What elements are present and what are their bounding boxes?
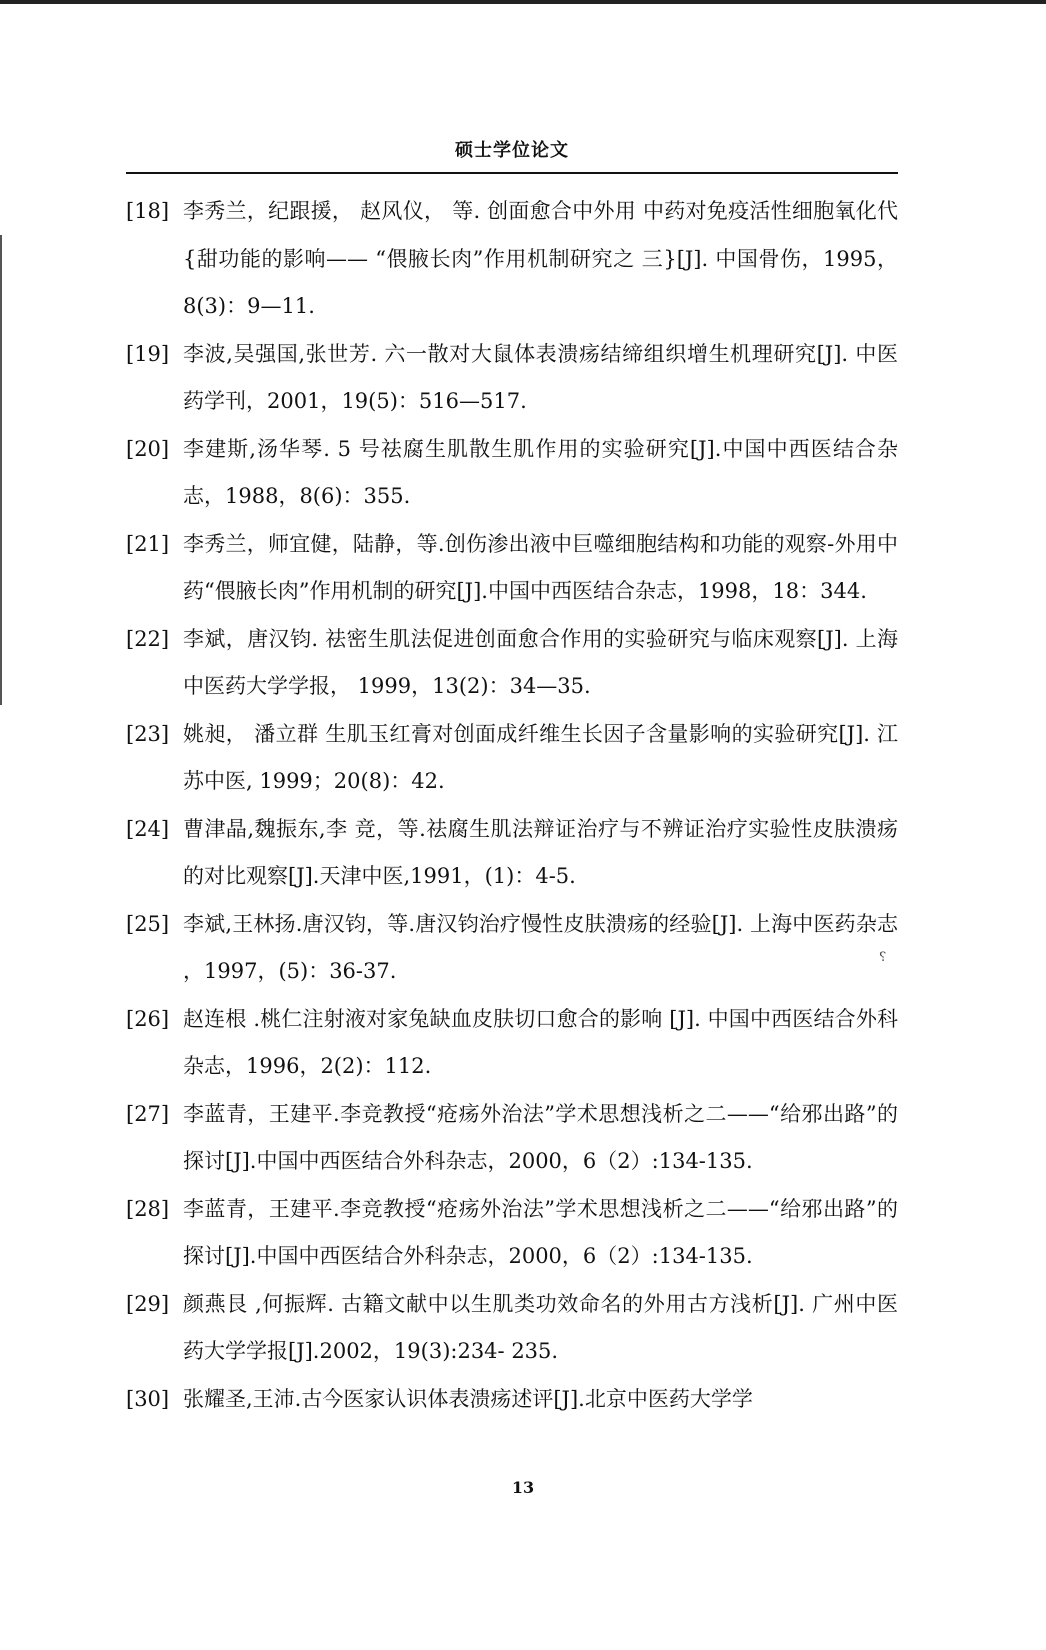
reference-number: [20] — [126, 436, 170, 461]
running-head-title: 硕士学位论文 — [455, 140, 569, 161]
reference-item — [126, 1281, 898, 1376]
scan-speck: ⸮ — [879, 950, 886, 965]
reference-item — [126, 901, 898, 996]
reference-number: [27] — [126, 1101, 170, 1126]
reference-number: [26] — [126, 1006, 170, 1031]
reference-text: 李秀兰，师宜健，陆静，等.创伤渗出液中巨噬细胞结构和功能的观察-外用中药“偎腋长肉”作用机制的研究[J].中国中西医结合杂志，1998，18：344. — [183, 531, 898, 603]
reference-item — [126, 616, 898, 711]
reference-text: 李蓝青，王建平.李竞教授“疮疡外治法”学术思想浅析之二——“给邪出路”的探讨[J].中国中西医结合外科杂志，2000，6（2）:134-135. — [183, 1196, 898, 1268]
reference-list — [126, 188, 898, 1423]
reference-text: 李斌,王林扬.唐汉钧，等.唐汉钧治疗慢性皮肤溃疡的经验[J]. 上海中医药杂志 ，1997，(5)：36-37. — [183, 911, 898, 983]
reference-item — [126, 188, 898, 331]
reference-number: [24] — [126, 816, 170, 841]
reference-number: [23] — [126, 721, 170, 746]
reference-text: 李波,吴强国,张世芳. 六一散对大鼠体表溃疡结缔组织增生机理研究[J]. 中医药学刊，2001，19(5)：516—517. — [183, 341, 898, 413]
reference-text: 赵连根 .桃仁注射液对家兔缺血皮肤切口愈合的影响 [J]. 中国中西医结合外科杂志，1996，2(2)：112. — [183, 1006, 898, 1078]
reference-item — [126, 711, 898, 806]
reference-text: 曹津晶,魏振东,李 竞，等.祛腐生肌法辩证治疗与不辨证治疗实验性皮肤溃疡的对比观察[J].天津中医,1991，(1)：4-5. — [183, 816, 898, 888]
reference-number: [29] — [126, 1291, 170, 1316]
reference-number: [19] — [126, 341, 170, 366]
reference-item — [126, 521, 898, 616]
reference-text: 姚昶， 潘立群 生肌玉红膏对创面成纤维生长因子含量影响的实验研究[J]. 江苏中医, 1999；20(8)：42. — [183, 721, 898, 793]
reference-text: 颜燕艮 ,何振辉. 古籍文献中以生肌类功效命名的外用古方浅析[J]. 广州中医药大学学报[J].2002，19(3):234- 235. — [183, 1291, 898, 1363]
reference-item — [126, 331, 898, 426]
reference-item — [126, 806, 898, 901]
reference-number: [25] — [126, 911, 170, 936]
reference-text: 李蓝青，王建平.李竞教授“疮疡外治法”学术思想浅析之二——“给邪出路”的探讨[J].中国中西医结合外科杂志，2000，6（2）:134-135. — [183, 1101, 898, 1173]
page-number: 13 — [511, 1478, 535, 1497]
scan-border-left — [0, 235, 2, 705]
reference-item — [126, 1186, 898, 1281]
reference-number: [22] — [126, 626, 170, 651]
reference-number: [21] — [126, 531, 170, 556]
reference-item — [126, 1091, 898, 1186]
reference-item — [126, 426, 898, 521]
running-head — [126, 140, 898, 174]
reference-number: [30] — [126, 1386, 170, 1411]
reference-item — [126, 1376, 898, 1424]
reference-text: 李秀兰，纪跟援， 赵风仪， 等. 创面愈合中外用 中药对免疫活性细胞氧化代{甜功能的影响—— “偎腋长肉”作用机制研究之 三}[J]. 中国骨伤，1995，8(3)：9—11. — [183, 199, 898, 318]
reference-item — [126, 996, 898, 1091]
reference-number: [28] — [126, 1196, 170, 1221]
reference-text: 李斌，唐汉钧. 祛密生肌法促进创面愈合作用的实验研究与临床观察[J]. 上海中医药大学学报， 1999，13(2)：34—35. — [183, 626, 898, 698]
reference-text: 李建斯,汤华琴. 5 号祛腐生肌散生肌作用的实验研究[J].中国中西医结合杂志，1988，8(6)：355. — [183, 436, 898, 508]
scan-border-top — [0, 0, 1046, 4]
reference-number: [18] — [126, 199, 170, 223]
reference-text: 张耀圣,王沛.古今医家认识体表溃疡述评[J].北京中医药大学学 — [183, 1386, 753, 1411]
